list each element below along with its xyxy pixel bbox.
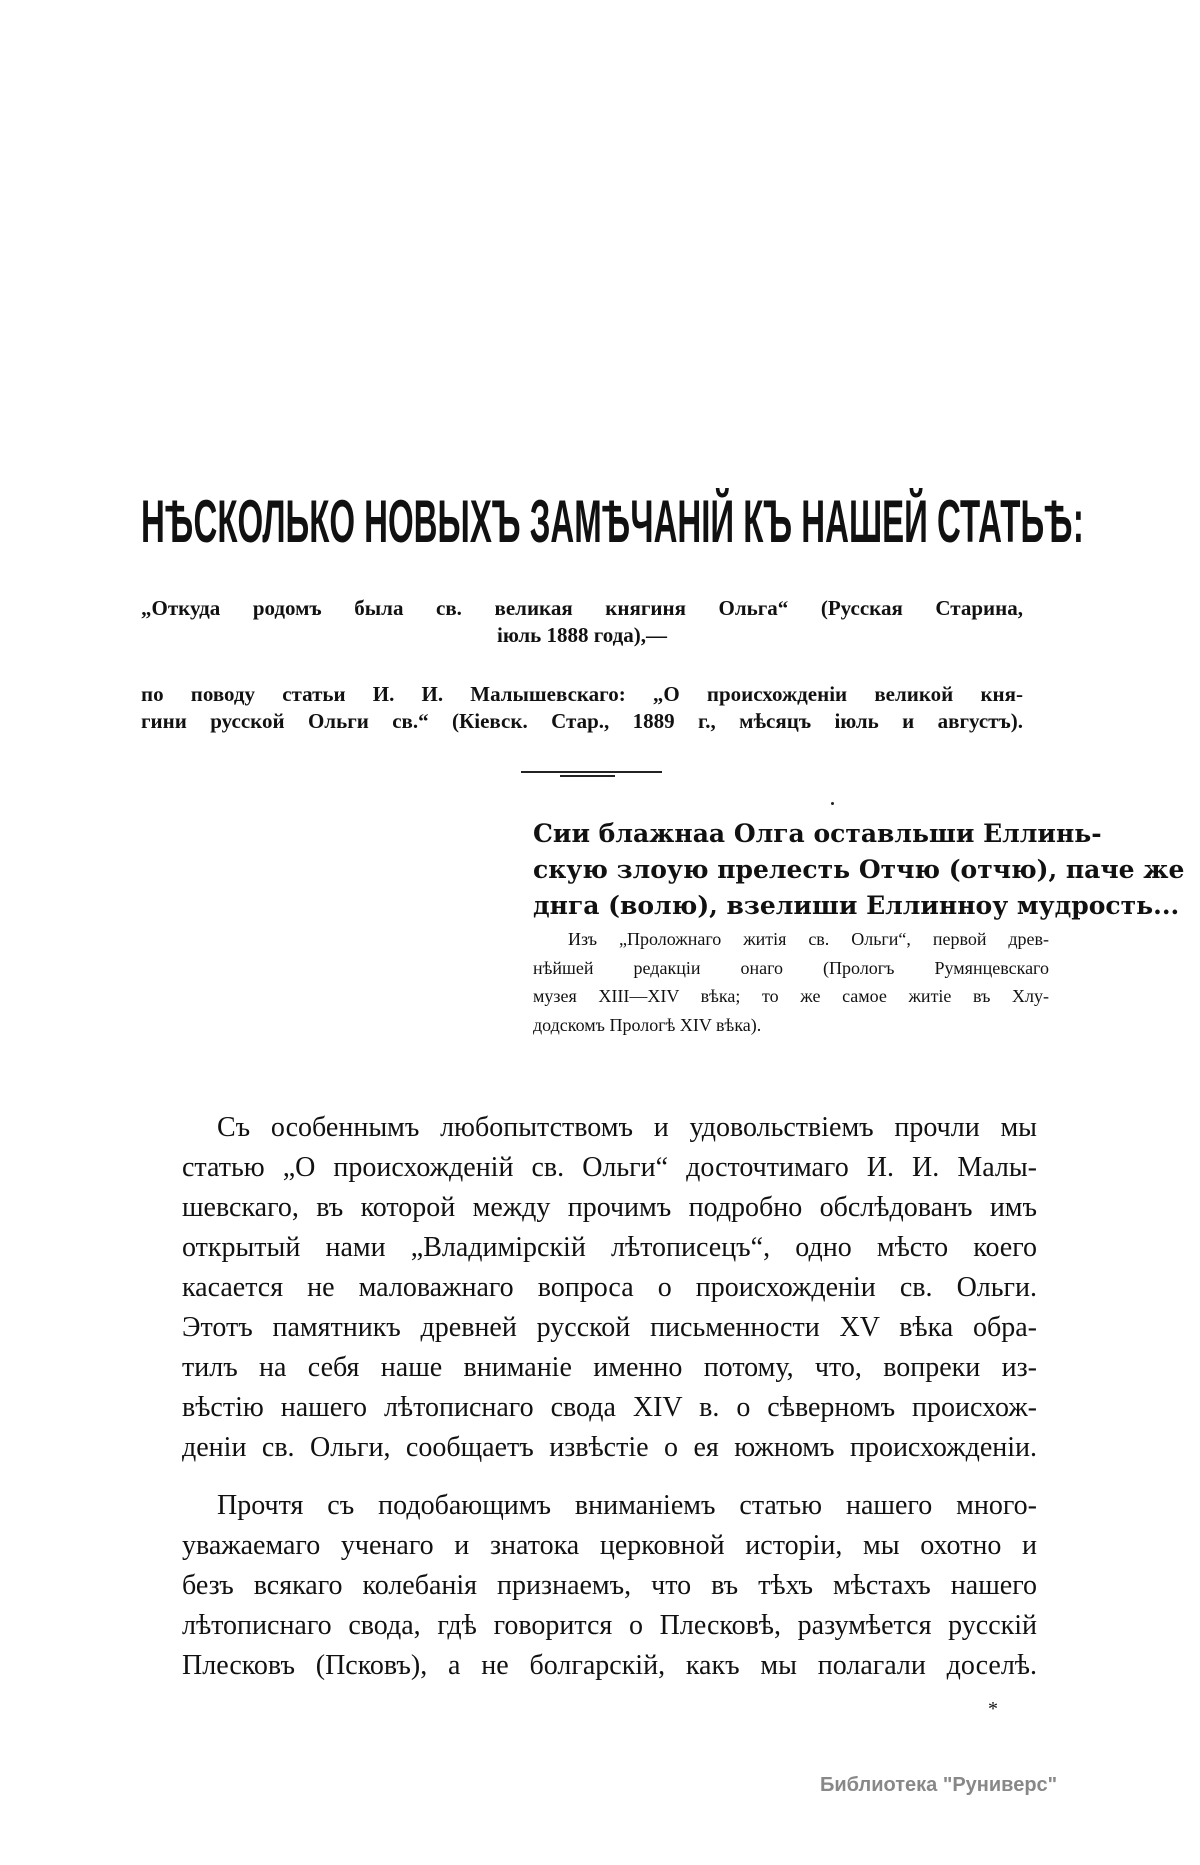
separator-rule: [560, 775, 615, 777]
epigraph-line: скую злоую прелесть Отчю (отчю), паче же: [533, 855, 1185, 884]
body-line: безъ всякаго колебанія признаемъ, что въ тѣхъ мѣстахъ нашего: [182, 1570, 1037, 1601]
subtitle-b: [141, 681, 1023, 735]
subtitle-line: гини русской Ольги св.“ (Кіевск. Стар., 1889 г., мѣсяцъ іюль и августъ).: [141, 709, 1023, 733]
body-line: касается не маловажнаго вопроса о происхожденіи св. Ольги.: [182, 1272, 1037, 1303]
body-line: Этотъ памятникъ древней русской письменности XV вѣка обра-: [182, 1312, 1037, 1343]
epigraph-source: [533, 925, 1049, 1039]
subtitle-line: „Откуда родомъ была св. великая княгиня Ольга“ (Русская Старина,: [141, 596, 1023, 620]
body-line: деніи св. Ольги, сообщаетъ извѣстіе о ея южномъ происхожденіи.: [182, 1432, 1037, 1463]
body-line: Плесковъ (Псковъ), а не болгарскій, какъ мы полагали доселѣ.: [182, 1650, 1037, 1681]
library-watermark: Библиотека "Руниверс": [820, 1774, 1058, 1796]
subtitle-line: іюль 1888 года),—: [496, 623, 668, 647]
epigraph-line: Сии блажнаа Олга оставльши Еллинь-: [533, 819, 1102, 848]
footnote-asterisk: *: [988, 1698, 998, 1720]
body-line: уважаемаго ученаго и знатока церковной исторіи, мы охотно и: [182, 1530, 1037, 1561]
body-line: Прочтя съ подобающимъ вниманіемъ статью нашего много-: [217, 1490, 1037, 1521]
separator-rule: [521, 771, 662, 773]
paragraph-2: [182, 1486, 1037, 1686]
body-line: лѣтописнаго свода, гдѣ говорится о Плесковѣ, разумѣется русскій: [182, 1610, 1037, 1641]
source-line: нѣйшей редакціи онаго (Прологъ Румянцевскаго: [533, 957, 1049, 978]
body-line: тилъ на себя наше вниманіе именно потому, что, вопреки из-: [182, 1352, 1037, 1383]
article-title: НѢСКОЛЬКО НОВЫХЪ ЗАМѢЧАНІЙ КЪ НАШЕЙ СТАТЬѢ:: [141, 488, 1084, 555]
title-container: [141, 488, 1084, 555]
body-line: вѣстію нашего лѣтописнаго свода XIV в. о сѣверномъ происхож-: [182, 1392, 1037, 1423]
epigraph-line: днга (волю), взелиши Еллинноу мудрость...: [533, 891, 1180, 920]
body-line: открытый нами „Владимірскій лѣтописецъ“, одно мѣсто коего: [182, 1232, 1037, 1263]
body-line: статью „О происхожденій св. Ольги“ досточтимаго И. И. Малы-: [182, 1152, 1037, 1183]
subtitle-a: [141, 595, 1023, 649]
body-line: Съ особеннымъ любопытствомъ и удовольствіемъ прочли мы: [217, 1112, 1037, 1143]
paragraph-1: [182, 1108, 1037, 1468]
subtitle-line: по поводу статьи И. И. Малышевскаго: „О происхожденіи великой кня-: [141, 682, 1023, 706]
body-line: шевскаго, въ которой между прочимъ подробно обслѣдованъ имъ: [182, 1192, 1037, 1223]
print-speck: [831, 802, 834, 805]
source-line: Изъ „Проложнаго житія св. Ольги“, первой древ-: [568, 929, 1049, 949]
epigraph: [533, 816, 1185, 924]
source-line: музея XIII—XIV вѣка; то же самое житіе въ Хлу-: [533, 986, 1049, 1006]
source-line: додскомъ Прологѣ XIV вѣка).: [533, 1014, 762, 1035]
